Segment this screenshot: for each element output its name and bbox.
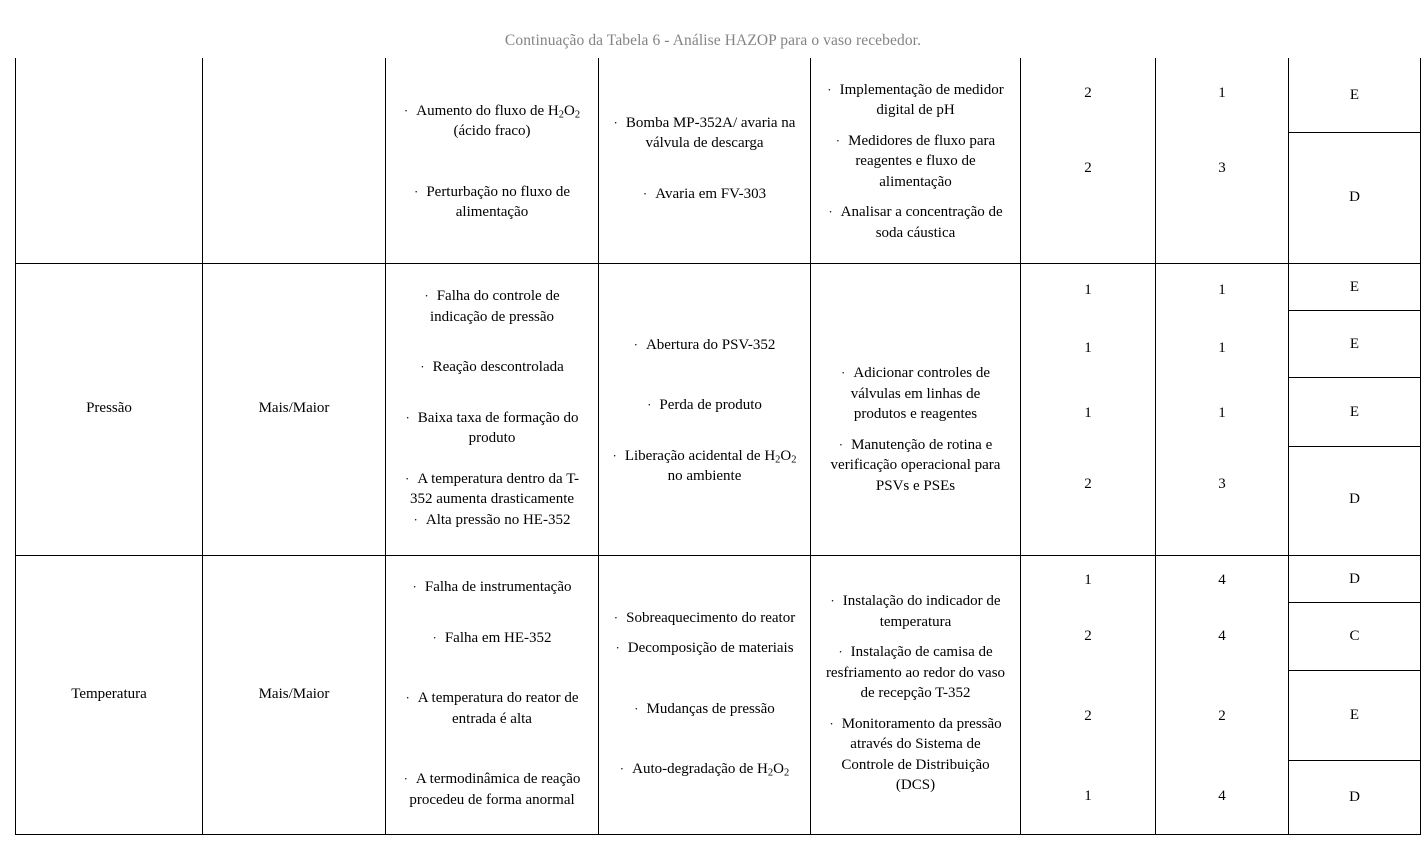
cell-guideword [203,264,386,556]
cause-text: Perturbação no fluxo de alimentação [426,183,571,220]
list-item [394,469,590,510]
bullet-icon: · [613,114,618,130]
frequency-value: 4 [1218,788,1226,804]
bullet-icon: · [619,761,625,776]
severity-value: 1 [1084,340,1092,356]
frequency-value: 4 [1218,572,1226,588]
severity-value: 1 [1084,405,1092,421]
cell-recommendations [811,264,1021,556]
parameter-label: Pressão [86,400,132,416]
list-item [607,608,802,629]
table-row [16,58,1421,264]
risk-value: D [1349,789,1360,805]
recommendation-text: Instalação de camisa de resfriamento ao redor do vaso de recepção T-352 [825,644,1006,702]
cell-risk [1289,58,1421,264]
consequence-text: Avaria em FV-303 [655,185,767,202]
risk-value: C [1289,603,1420,671]
bullet-icon: · [829,715,834,731]
list-item [394,408,590,449]
cell-guideword [203,58,386,264]
bullet-icon: · [432,629,437,645]
cause-text: Alta pressão no HE-352 [425,511,571,528]
recommendation-text: Monitoramento da pressão através do Sistema de Controle de Distribuição (DCS) [841,715,1002,794]
bullet-icon: · [615,640,620,655]
list-item [607,699,802,720]
bullet-icon: · [405,470,410,486]
consequence-text: Mudanças de pressão [646,700,775,717]
bullet-icon: · [830,593,835,609]
list-item [819,642,1012,704]
frequency-value: 1 [1218,405,1226,421]
bullet-icon: · [405,409,410,425]
frequency-value: 4 [1218,628,1226,644]
recommendation-text: Adicionar controles de válvulas em linhas de produtos e reagentes [850,365,990,422]
list-item [819,80,1012,121]
cause-text: Falha do controle de indicação de pressão [429,288,560,325]
list-item [394,286,590,327]
consequence-text: Perda de produto [659,397,762,413]
severity-value: 1 [1084,788,1092,804]
list-item [607,395,802,416]
frequency-value: 1 [1218,85,1226,101]
severity-value: 1 [1084,572,1092,588]
cause-text: Falha em HE-352 [444,629,552,646]
parameter-label: Temperatura [71,685,147,702]
severity-value: 2 [1084,476,1092,492]
list-item [394,101,590,142]
cell-guideword [203,556,386,835]
cell-recommendations [811,58,1021,264]
consequence-text: Decomposição de materiais [627,640,794,656]
bullet-icon: · [828,204,833,220]
bullet-icon: · [412,579,417,594]
severity-value: 2 [1084,160,1092,176]
cell-recommendations [811,556,1021,835]
list-item [394,769,590,810]
list-item [607,335,802,356]
list-item [819,714,1012,796]
list-item [607,184,802,205]
list-item [394,688,590,729]
list-item [607,759,802,780]
bullet-icon: · [413,183,419,199]
bullet-icon: · [634,700,639,716]
severity-value: 2 [1084,628,1092,644]
list-item [394,510,590,531]
cell-parameter [16,264,203,556]
risk-value: E [1289,264,1420,311]
consequence-text: Liberação acidental de $H_2O_2$ no ambiente [624,447,797,484]
risk-value: D [1289,556,1420,603]
list-item [819,363,1012,425]
bullet-icon: · [838,436,844,452]
cell-parameter [16,556,203,835]
recommendation-text: Manutenção de rotina e verificação operacional para PSVs e PSEs [830,436,1001,494]
cause-text: Baixa taxa de formação do produto [417,409,579,446]
frequency-value: 2 [1218,708,1226,724]
guideword-label: Mais/Maior [258,685,330,702]
cell-causes [386,556,599,835]
risk-value: E [1289,58,1420,133]
risk-value: E [1289,311,1420,378]
list-item [819,435,1012,497]
bullet-icon: · [405,690,410,705]
recommendation-text: Implementação de medidor digital de pH [839,81,1004,119]
cell-causes [386,58,599,264]
bullet-icon: · [613,609,619,625]
cell-frequency [1156,264,1289,556]
bullet-icon: · [424,288,429,303]
bullet-icon: · [413,511,418,527]
risk-value: D [1349,491,1360,507]
list-item [394,628,590,649]
risk-value: E [1289,671,1420,761]
list-item [394,357,590,378]
cause-text: A termodinâmica de reação procedeu de forma anormal [409,771,581,808]
cause-text: Reação descontrolada [432,359,564,375]
cell-consequences [599,264,811,556]
cell-severity [1021,264,1156,556]
list-item [819,131,1012,193]
bullet-icon: · [403,771,408,786]
frequency-value: 1 [1218,340,1226,356]
table-caption: Continuação da Tabela 6 - Análise HAZOP para o vaso recebedor. [504,32,922,49]
frequency-value: 3 [1218,476,1226,492]
cause-text: Falha de instrumentação [424,579,572,595]
recommendation-text: Instalação do indicador de temperatura [842,593,1001,630]
severity-value: 2 [1084,708,1092,724]
cell-causes [386,264,599,556]
list-item [607,113,802,154]
bullet-icon: · [403,102,409,118]
bullet-icon: · [838,644,843,660]
cell-risk [1289,264,1421,556]
bullet-icon: · [420,359,425,374]
bullet-icon: · [612,447,617,463]
risk-value: E [1289,378,1420,447]
cause-text: A temperatura dentro da T-352 aumenta drasticamente [409,470,579,507]
consequence-text: Sobreaquecimento do reator [626,609,796,626]
bullet-icon: · [835,132,841,148]
list-item [394,182,590,223]
bullet-icon: · [642,185,648,201]
consequence-text: Auto-degradação de $H_2O_2$ [632,761,790,779]
consequence-text: Bomba MP-352A/ avaria na válvula de descarga [625,114,796,152]
list-item [607,446,802,487]
severity-value: 2 [1084,85,1092,101]
cell-parameter [16,58,203,264]
list-item [819,591,1012,632]
bullet-icon: · [827,81,832,97]
frequency-value: 1 [1218,282,1226,298]
bullet-icon: · [841,365,846,380]
frequency-value: 3 [1218,160,1226,176]
table-row [16,556,1421,835]
consequence-text: Abertura do PSV-352 [645,336,776,353]
guideword-label: Mais/Maior [258,400,330,416]
cause-text: A temperatura do reator de entrada é alta [417,690,579,727]
cell-severity [1021,58,1156,264]
bullet-icon: · [647,397,652,412]
hazop-table [15,58,1421,835]
severity-value: 1 [1084,282,1092,298]
cause-text: Aumento do fluxo de $H_2O_2$ (ácido fraco) [416,102,581,139]
table-row [16,264,1421,556]
list-item [607,638,802,659]
recommendation-text: Medidores de fluxo para reagentes e fluxo de alimentação [848,132,996,190]
cell-consequences [599,58,811,264]
cell-frequency [1156,58,1289,264]
list-item [394,577,590,598]
list-item [819,202,1012,243]
cell-frequency [1156,556,1289,835]
cell-risk [1289,556,1421,835]
risk-value: D [1349,188,1360,205]
bullet-icon: · [633,336,638,352]
cell-severity [1021,556,1156,835]
cell-consequences [599,556,811,835]
recommendation-text: Analisar a concentração de soda cáustica [840,204,1003,241]
